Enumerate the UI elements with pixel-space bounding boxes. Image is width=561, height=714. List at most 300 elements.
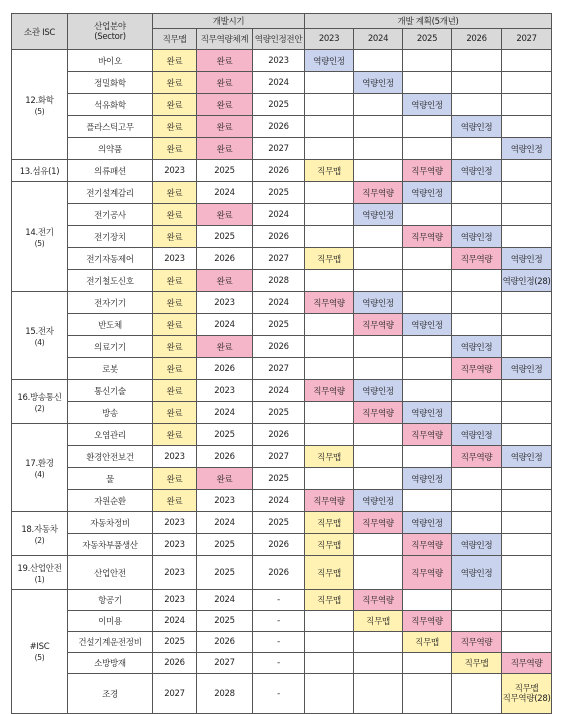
job-map-cell: 완료: [153, 380, 197, 402]
plan-2027-cell: 역량인정(28): [502, 270, 552, 292]
table-row: [12, 611, 552, 632]
plan-2026-cell: [452, 204, 502, 226]
plan-2023-cell: [305, 358, 354, 380]
isc-name: 15.전자: [25, 326, 54, 337]
isc-name: #ISC: [29, 641, 50, 652]
plan-2026-cell: 직무역량: [452, 632, 502, 653]
plan-2026-cell: 역량인정: [452, 226, 502, 248]
table-row: [12, 314, 552, 336]
plan-2025-cell: 직무역량: [403, 424, 452, 446]
plan-2023-cell: 직무맵: [305, 556, 354, 590]
plan-2023-cell: 역량인정: [305, 50, 354, 72]
plan-2025-cell: [403, 270, 452, 292]
plan-2025-cell: 직무역량: [403, 534, 452, 556]
table-row: [12, 424, 552, 446]
plan-2024-cell: 직무역량: [354, 182, 403, 204]
isc-count: (4): [34, 469, 45, 479]
plan-2024-cell: [354, 336, 403, 358]
competency-system-cell: 완료: [197, 50, 253, 72]
recognition-plan-cell: 2026: [253, 226, 305, 248]
plan-2024-cell: [354, 653, 403, 674]
sector-cell: 전기철도신호: [68, 270, 153, 292]
isc-group-cell: [12, 292, 68, 380]
recognition-plan-cell: 2027: [253, 358, 305, 380]
recognition-plan-cell: 2026: [253, 336, 305, 358]
recognition-plan-cell: -: [253, 590, 305, 611]
job-map-cell: 2026: [153, 653, 197, 674]
plan-2026-cell: [452, 380, 502, 402]
sector-cell: 오염관리: [68, 424, 153, 446]
plan-2027-cell: 역량인정: [502, 446, 552, 468]
sector-cell: 의료기기: [68, 336, 153, 358]
sector-cell: 자동차정비: [68, 512, 153, 534]
sector-cell: 방송: [68, 402, 153, 424]
plan-2024-cell: [354, 94, 403, 116]
plan-2023-cell: [305, 632, 354, 653]
recognition-plan-cell: 2025: [253, 182, 305, 204]
plan-2027-cell: [502, 611, 552, 632]
plan-2025-cell: 직무역량: [403, 226, 452, 248]
job-map-cell: 완료: [153, 424, 197, 446]
isc-count: (1): [34, 574, 45, 584]
job-map-cell: 2023: [153, 512, 197, 534]
plan-2024-cell: 역량인정: [354, 380, 403, 402]
plan-2025-cell: [403, 674, 452, 714]
development-plan-table: [11, 13, 552, 714]
plan-2026-cell: [452, 314, 502, 336]
competency-system-cell: 완료: [197, 468, 253, 490]
plan-2025-cell: [403, 138, 452, 160]
table-row: [12, 358, 552, 380]
sector-cell: 항공기: [68, 590, 153, 611]
plan-2025-cell: 역량인정: [403, 94, 452, 116]
plan-2027-cell: [502, 50, 552, 72]
table-row: [12, 380, 552, 402]
competency-system-cell: 완료: [197, 336, 253, 358]
recognition-plan-cell: 2024: [253, 292, 305, 314]
plan-2026-cell: [452, 138, 502, 160]
job-map-cell: 완료: [153, 490, 197, 512]
plan-2027-cell: [502, 94, 552, 116]
plan-2027-cell: [502, 468, 552, 490]
plan-2023-cell: [305, 182, 354, 204]
table-header: [12, 14, 552, 50]
table-row: [12, 204, 552, 226]
plan-2023-cell: [305, 314, 354, 336]
plan-2027-cell: 역량인정: [502, 358, 552, 380]
plan-2024-cell: [354, 226, 403, 248]
plan-2024-cell: 직무역량: [354, 314, 403, 336]
plan-2023-cell: 직무맵: [305, 248, 354, 270]
sector-cell: 정밀화학: [68, 72, 153, 94]
plan-2027-cell: [502, 292, 552, 314]
job-map-cell: 완료: [153, 270, 197, 292]
plan-2026-cell: [452, 72, 502, 94]
competency-system-cell: 완료: [197, 138, 253, 160]
plan-2024-cell: 역량인정: [354, 490, 403, 512]
job-map-cell: 2023: [153, 556, 197, 590]
sector-cell: 의류패션: [68, 160, 153, 182]
sector-cell: 소방방재: [68, 653, 153, 674]
plan-2025-cell: [403, 116, 452, 138]
competency-system-cell: 2026: [197, 358, 253, 380]
sector-cell: 물: [68, 468, 153, 490]
job-map-cell: 완료: [153, 402, 197, 424]
plan-2027-cell: 역량인정: [502, 138, 552, 160]
competency-system-cell: 2025: [197, 611, 253, 632]
plan-2025-cell: [403, 204, 452, 226]
header-isc: 소관 ISC: [12, 14, 68, 50]
plan-2025-cell: 역량인정: [403, 512, 452, 534]
plan-2026-cell: 역량인정: [452, 116, 502, 138]
table-row: [12, 94, 552, 116]
recognition-plan-cell: 2027: [253, 248, 305, 270]
plan-2023-cell: [305, 653, 354, 674]
plan-2026-cell: [452, 674, 502, 714]
plan-2027-cell: [502, 632, 552, 653]
plan-2027-cell: [502, 116, 552, 138]
plan-2024-cell: 역량인정: [354, 204, 403, 226]
recognition-plan-cell: -: [253, 674, 305, 714]
plan-2025-cell: 역량인정: [403, 402, 452, 424]
table-row: [12, 138, 552, 160]
sector-cell: 전기자동제어: [68, 248, 153, 270]
table-row: [12, 490, 552, 512]
plan-2025-cell: [403, 358, 452, 380]
plan-2024-cell: [354, 468, 403, 490]
plan-2026-cell: [452, 590, 502, 611]
plan-cell-line: 직무맵: [514, 683, 539, 694]
competency-system-cell: 2025: [197, 556, 253, 590]
sector-cell: 전기설계감리: [68, 182, 153, 204]
table-row: [12, 632, 552, 653]
table-row: [12, 336, 552, 358]
plan-2026-cell: 역량인정: [452, 336, 502, 358]
plan-2027-cell: [502, 424, 552, 446]
job-map-cell: 2027: [153, 674, 197, 714]
sector-cell: 전기장치: [68, 226, 153, 248]
sector-cell: 플라스틱고무: [68, 116, 153, 138]
plan-2027-cell: [502, 556, 552, 590]
plan-2024-cell: [354, 160, 403, 182]
table-row: [12, 590, 552, 611]
plan-2025-cell: 직무맵: [403, 632, 452, 653]
plan-2027-cell: [502, 336, 552, 358]
job-map-cell: 완료: [153, 336, 197, 358]
recognition-plan-cell: 2024: [253, 380, 305, 402]
plan-2026-cell: 역량인정: [452, 424, 502, 446]
job-map-cell: 완료: [153, 314, 197, 336]
plan-2024-cell: [354, 270, 403, 292]
competency-system-cell: 완료: [197, 94, 253, 116]
plan-2024-cell: [354, 424, 403, 446]
sector-cell: 산업안전: [68, 556, 153, 590]
plan-2027-cell: 역량인정: [502, 248, 552, 270]
recognition-plan-cell: 2025: [253, 468, 305, 490]
plan-2026-cell: [452, 94, 502, 116]
competency-system-cell: 완료: [197, 270, 253, 292]
table-row: [12, 226, 552, 248]
plan-2024-cell: [354, 556, 403, 590]
header-year-2027: 2027: [502, 29, 552, 50]
job-map-cell: 2025: [153, 632, 197, 653]
isc-group-cell: [12, 182, 68, 292]
plan-2023-cell: 직무맵: [305, 160, 354, 182]
plan-2025-cell: [403, 590, 452, 611]
sector-cell: 바이오: [68, 50, 153, 72]
plan-2023-cell: [305, 94, 354, 116]
recognition-plan-cell: 2026: [253, 160, 305, 182]
job-map-cell: 2023: [153, 160, 197, 182]
header-dev-time: 개발시기: [153, 14, 305, 29]
plan-2026-cell: [452, 50, 502, 72]
sector-cell: 반도체: [68, 314, 153, 336]
isc-group-cell: [12, 556, 68, 590]
plan-2024-cell: 직무역량: [354, 590, 403, 611]
isc-name: 18.자동차: [21, 524, 58, 535]
competency-system-cell: 2025: [197, 424, 253, 446]
competency-system-cell: 2026: [197, 632, 253, 653]
competency-system-cell: 완료: [197, 72, 253, 94]
recognition-plan-cell: 2024: [253, 72, 305, 94]
plan-2023-cell: 직무역량: [305, 292, 354, 314]
recognition-plan-cell: 2026: [253, 556, 305, 590]
isc-name: 16.방송통신: [17, 392, 62, 403]
competency-system-cell: 2024: [197, 590, 253, 611]
plan-2027-cell: 직무역량: [502, 653, 552, 674]
plan-2024-cell: 역량인정: [354, 292, 403, 314]
competency-system-cell: 2028: [197, 674, 253, 714]
plan-2026-cell: [452, 611, 502, 632]
recognition-plan-cell: 2025: [253, 314, 305, 336]
plan-2023-cell: [305, 611, 354, 632]
sector-cell: 통신기술: [68, 380, 153, 402]
table-row: [12, 674, 552, 714]
table-row: [12, 292, 552, 314]
table-row: [12, 512, 552, 534]
table-row: [12, 653, 552, 674]
table-row: [12, 50, 552, 72]
job-map-cell: 완료: [153, 94, 197, 116]
competency-system-cell: 2025: [197, 534, 253, 556]
recognition-plan-cell: -: [253, 632, 305, 653]
plan-2027-cell: [502, 204, 552, 226]
plan-2023-cell: [305, 226, 354, 248]
plan-2026-cell: [452, 490, 502, 512]
table-row: [12, 72, 552, 94]
plan-2023-cell: [305, 204, 354, 226]
plan-2023-cell: [305, 336, 354, 358]
plan-2024-cell: 직무맵: [354, 611, 403, 632]
job-map-cell: 완료: [153, 72, 197, 94]
plan-2027-cell: [502, 674, 552, 714]
plan-2024-cell: 역량인정: [354, 72, 403, 94]
plan-2027-cell: [502, 380, 552, 402]
table-row: [12, 446, 552, 468]
isc-count: (2): [34, 535, 45, 545]
plan-2026-cell: 직무맵: [452, 653, 502, 674]
sector-cell: 의약품: [68, 138, 153, 160]
plan-2026-cell: [452, 402, 502, 424]
plan-2026-cell: [452, 468, 502, 490]
sector-cell: 전기공사: [68, 204, 153, 226]
plan-2027-cell: [502, 72, 552, 94]
plan-2024-cell: [354, 248, 403, 270]
plan-2023-cell: 직무맵: [305, 534, 354, 556]
plan-2024-cell: 직무역량: [354, 402, 403, 424]
plan-2023-cell: 직무맵: [305, 446, 354, 468]
recognition-plan-cell: -: [253, 611, 305, 632]
plan-2026-cell: 직무역량: [452, 358, 502, 380]
plan-2023-cell: [305, 468, 354, 490]
header-plan: 개발 계획(5개년): [305, 14, 552, 29]
recognition-plan-cell: 2023: [253, 50, 305, 72]
recognition-plan-cell: 2025: [253, 402, 305, 424]
plan-2025-cell: [403, 380, 452, 402]
plan-2025-cell: [403, 446, 452, 468]
plan-2023-cell: [305, 674, 354, 714]
sector-cell: 로봇: [68, 358, 153, 380]
isc-group-cell: [12, 590, 68, 714]
plan-2025-cell: 직무역량: [403, 160, 452, 182]
job-map-cell: 2023: [153, 446, 197, 468]
plan-2027-cell: [502, 512, 552, 534]
isc-group-cell: [12, 424, 68, 512]
plan-2024-cell: 직무역량: [354, 512, 403, 534]
competency-system-cell: 2025: [197, 226, 253, 248]
competency-system-cell: 2024: [197, 512, 253, 534]
recognition-plan-cell: 2027: [253, 138, 305, 160]
table-row: [12, 534, 552, 556]
plan-2024-cell: [354, 138, 403, 160]
competency-system-cell: 2023: [197, 292, 253, 314]
isc-count: (2): [34, 403, 45, 413]
isc-count: (4): [34, 337, 45, 347]
plan-2027-cell: [502, 490, 552, 512]
recognition-plan-cell: 2025: [253, 94, 305, 116]
plan-2025-cell: [403, 50, 452, 72]
table-row: [12, 182, 552, 204]
competency-system-cell: 2023: [197, 380, 253, 402]
plan-2025-cell: 직무역량: [403, 556, 452, 590]
job-map-cell: 2023: [153, 590, 197, 611]
sector-cell: 자원순환: [68, 490, 153, 512]
plan-2027-cell: [502, 314, 552, 336]
isc-name: 17.환경: [25, 458, 54, 469]
sector-cell: 환경안전보건: [68, 446, 153, 468]
plan-2026-cell: 직무역량: [452, 248, 502, 270]
sector-cell: 건설기계운전정비: [68, 632, 153, 653]
competency-system-cell: 완료: [197, 116, 253, 138]
job-map-cell: 완료: [153, 292, 197, 314]
competency-system-cell: 2027: [197, 653, 253, 674]
competency-system-cell: 2026: [197, 446, 253, 468]
competency-system-cell: 2026: [197, 248, 253, 270]
plan-2026-cell: [452, 182, 502, 204]
isc-count: (5): [34, 652, 45, 662]
plan-2025-cell: [403, 292, 452, 314]
plan-2024-cell: [354, 116, 403, 138]
table-row: [12, 468, 552, 490]
plan-2026-cell: [452, 292, 502, 314]
job-map-cell: 완료: [153, 204, 197, 226]
sector-cell: 전자기기: [68, 292, 153, 314]
plan-2024-cell: [354, 358, 403, 380]
plan-2023-cell: [305, 424, 354, 446]
recognition-plan-cell: 2028: [253, 270, 305, 292]
isc-group-cell: [12, 160, 68, 182]
plan-2027-cell: [502, 160, 552, 182]
sector-cell: 자동차부품생산: [68, 534, 153, 556]
plan-2027-cell: [502, 534, 552, 556]
plan-2025-cell: 역량인정: [403, 182, 452, 204]
table-row: [12, 270, 552, 292]
job-map-cell: 완료: [153, 226, 197, 248]
plan-2024-cell: [354, 534, 403, 556]
plan-2024-cell: [354, 50, 403, 72]
header-competency-system: 직무역량체계: [197, 29, 253, 50]
isc-group-cell: [12, 380, 68, 424]
competency-system-cell: 2023: [197, 490, 253, 512]
plan-2023-cell: 직무역량: [305, 490, 354, 512]
competency-system-cell: 2024: [197, 314, 253, 336]
table-row: [12, 556, 552, 590]
plan-2027-cell: [502, 226, 552, 248]
recognition-plan-cell: 2024: [253, 490, 305, 512]
header-year-2025: 2025: [403, 29, 452, 50]
plan-2024-cell: [354, 446, 403, 468]
plan-2025-cell: [403, 248, 452, 270]
plan-2023-cell: 직무역량: [305, 380, 354, 402]
table-row: [12, 160, 552, 182]
plan-2027-cell: [502, 590, 552, 611]
competency-system-cell: 완료: [197, 204, 253, 226]
job-map-cell: 2023: [153, 534, 197, 556]
plan-2023-cell: 직무맵: [305, 512, 354, 534]
plan-2026-cell: [452, 270, 502, 292]
plan-2026-cell: 역량인정: [452, 534, 502, 556]
plan-2023-cell: [305, 402, 354, 424]
table-row: [12, 248, 552, 270]
plan-2023-cell: [305, 270, 354, 292]
competency-system-cell: 2024: [197, 402, 253, 424]
job-map-cell: 2024: [153, 611, 197, 632]
table-body: [12, 50, 552, 714]
plan-2025-cell: [403, 653, 452, 674]
job-map-cell: 완료: [153, 358, 197, 380]
isc-name: 12.화학: [25, 95, 54, 106]
header-year-2023: 2023: [305, 29, 354, 50]
recognition-plan-cell: 2026: [253, 424, 305, 446]
isc-name: 13.섬유(1): [19, 166, 60, 177]
isc-group-cell: [12, 512, 68, 556]
competency-system-cell: 2024: [197, 182, 253, 204]
header-year-2024: 2024: [354, 29, 403, 50]
table-row: [12, 402, 552, 424]
job-map-cell: 완료: [153, 50, 197, 72]
header-recognition-plan: 역량인정전안: [253, 29, 305, 50]
isc-count: (5): [34, 238, 45, 248]
isc-name: 19.산업안전: [17, 563, 62, 574]
job-map-cell: 2023: [153, 248, 197, 270]
header-sector: [68, 14, 153, 50]
header-sector-line2: (Sector): [94, 31, 126, 42]
plan-2026-cell: [452, 512, 502, 534]
job-map-cell: 완료: [153, 182, 197, 204]
plan-2023-cell: 직무맵: [305, 590, 354, 611]
plan-2025-cell: [403, 336, 452, 358]
recognition-plan-cell: 2024: [253, 204, 305, 226]
